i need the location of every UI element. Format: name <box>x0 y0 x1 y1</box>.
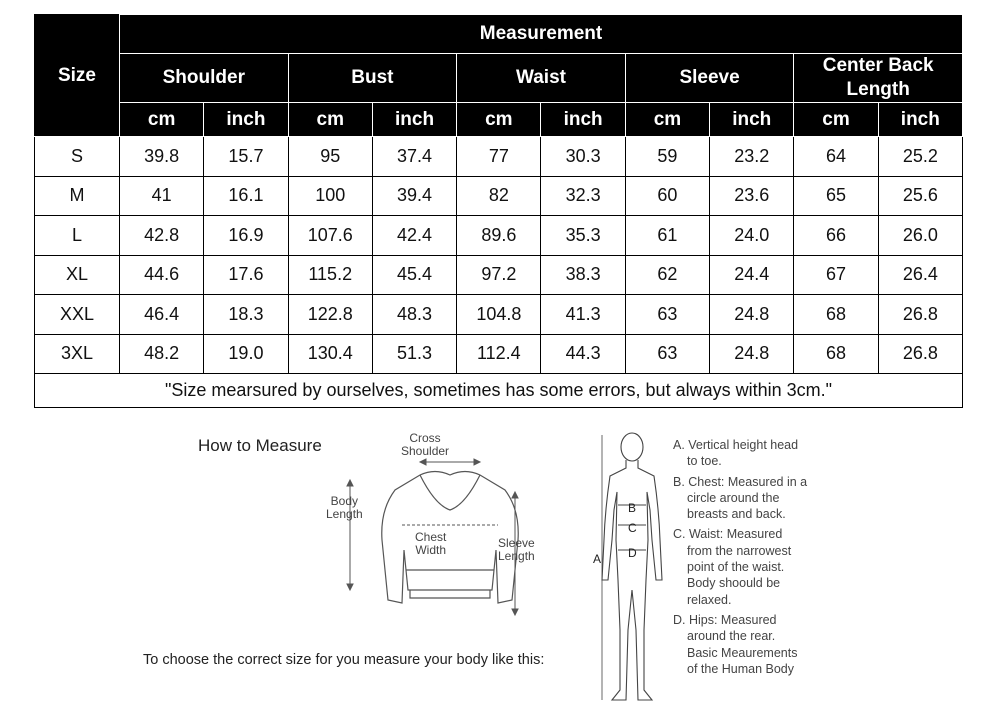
legend-line: D. Hips: Measured <box>673 612 777 627</box>
legend-line: C. Waist: Measured <box>673 527 783 542</box>
measurement-cell: 77 <box>457 137 541 177</box>
measurement-cell: 61 <box>625 216 709 256</box>
measurement-cell: 97.2 <box>457 255 541 295</box>
measurement-cell: 67 <box>794 255 878 295</box>
measurement-cell: 68 <box>794 295 878 335</box>
measurement-cell: 89.6 <box>457 216 541 256</box>
unit-cm-header: cm <box>120 103 204 137</box>
shoulder-header: Shoulder <box>120 54 289 103</box>
size-header: Size <box>35 15 120 137</box>
legend-line: point of the waist. <box>687 560 785 575</box>
center-back-line-1: Center Back <box>822 55 934 76</box>
measurement-legend <box>673 437 833 681</box>
measurement-cell: 24.8 <box>710 295 794 335</box>
marker-d: D <box>628 546 637 560</box>
figure-head <box>621 433 643 461</box>
table-row <box>35 334 963 374</box>
center-back-length-header <box>794 54 963 103</box>
measurement-cell: 39.8 <box>120 137 204 177</box>
unit-inch-header: inch <box>878 103 962 137</box>
measurement-cell: 18.3 <box>204 295 288 335</box>
measurement-cell: 19.0 <box>204 334 288 374</box>
measurement-cell: 32.3 <box>541 176 625 216</box>
measurement-cell: 104.8 <box>457 295 541 335</box>
measurement-header: Measurement <box>120 15 963 54</box>
size-cell: XL <box>35 255 120 295</box>
legend-item <box>673 437 833 470</box>
measurement-cell: 112.4 <box>457 334 541 374</box>
cross-shoulder-label: Cross Shoulder <box>401 431 450 458</box>
measurement-cell: 82 <box>457 176 541 216</box>
measurement-cell: 41.3 <box>541 295 625 335</box>
legend-line: from the narrowest <box>687 543 792 558</box>
measurement-cell: 60 <box>625 176 709 216</box>
legend-line: circle around the <box>687 490 780 505</box>
measurement-cell: 17.6 <box>204 255 288 295</box>
measurement-cell: 115.2 <box>288 255 372 295</box>
unit-cm-header: cm <box>288 103 372 137</box>
human-figure-diagram <box>590 430 680 715</box>
measurement-cell: 46.4 <box>120 295 204 335</box>
measurement-cell: 65 <box>794 176 878 216</box>
size-cell: XXL <box>35 295 120 335</box>
measurement-cell: 44.3 <box>541 334 625 374</box>
measurement-cell: 15.7 <box>204 137 288 177</box>
measurement-cell: 44.6 <box>120 255 204 295</box>
table-row <box>35 176 963 216</box>
sleeve-length-label: Sleeve Length <box>498 536 535 563</box>
size-cell: S <box>35 137 120 177</box>
measurement-cell: 23.6 <box>710 176 794 216</box>
size-rows <box>35 137 963 374</box>
legend-line: relaxed. <box>687 592 732 607</box>
measurement-cell: 122.8 <box>288 295 372 335</box>
unit-inch-header: inch <box>204 103 288 137</box>
measurement-cell: 64 <box>794 137 878 177</box>
sleeve-header: Sleeve <box>625 54 794 103</box>
unit-cm-header: cm <box>625 103 709 137</box>
center-back-line-2: Length <box>846 79 910 100</box>
measurement-cell: 26.4 <box>878 255 962 295</box>
table-footnote: "Size mearsured by ourselves, sometimes has some errors, but always within 3cm." <box>35 374 963 408</box>
legend-line: of the Human Body <box>687 661 795 676</box>
measurement-cell: 25.2 <box>878 137 962 177</box>
marker-a: A <box>593 552 602 566</box>
measurement-cell: 30.3 <box>541 137 625 177</box>
unit-inch-header: inch <box>541 103 625 137</box>
measurement-cell: 26.8 <box>878 295 962 335</box>
table-row <box>35 216 963 256</box>
table-row <box>35 137 963 177</box>
figure-outline <box>602 460 662 700</box>
size-chart-table <box>34 14 963 408</box>
measurement-cell: 16.1 <box>204 176 288 216</box>
measurement-cell: 95 <box>288 137 372 177</box>
table-row <box>35 255 963 295</box>
marker-b: B <box>628 501 637 515</box>
waist-header: Waist <box>457 54 626 103</box>
legend-item <box>673 612 833 677</box>
measurement-cell: 24.4 <box>710 255 794 295</box>
measurement-cell: 26.0 <box>878 216 962 256</box>
measurement-cell: 59 <box>625 137 709 177</box>
measurement-cell: 48.3 <box>372 295 456 335</box>
legend-line: breasts and back. <box>687 507 786 522</box>
bust-header: Bust <box>288 54 457 103</box>
legend-line: Basic Meaurements <box>687 645 798 660</box>
legend-line: to toe. <box>687 454 722 469</box>
measurement-cell: 42.8 <box>120 216 204 256</box>
measurement-cell: 63 <box>625 334 709 374</box>
legend-line: around the rear. <box>687 629 776 644</box>
marker-c: C <box>628 521 637 535</box>
measurement-cell: 24.8 <box>710 334 794 374</box>
unit-inch-header: inch <box>710 103 794 137</box>
legend-line: A. Vertical height head <box>673 438 799 452</box>
table-row <box>35 295 963 335</box>
measurement-cell: 100 <box>288 176 372 216</box>
unit-cm-header: cm <box>794 103 878 137</box>
measurement-cell: 66 <box>794 216 878 256</box>
legend-line: Body shoould be <box>687 576 781 591</box>
measurement-cell: 51.3 <box>372 334 456 374</box>
how-to-measure-title: How to Measure <box>198 436 322 455</box>
legend-line: B. Chest: Measured in a <box>673 474 808 489</box>
unit-cm-header: cm <box>457 103 541 137</box>
garment-neckline <box>420 475 480 510</box>
chest-width-label: Chest Width <box>415 530 447 557</box>
measurement-cell: 45.4 <box>372 255 456 295</box>
measurement-cell: 63 <box>625 295 709 335</box>
measurement-cell: 25.6 <box>878 176 962 216</box>
legend-item <box>673 474 833 523</box>
measurement-cell: 107.6 <box>288 216 372 256</box>
measurement-cell: 41 <box>120 176 204 216</box>
size-cell: 3XL <box>35 334 120 374</box>
measurement-cell: 39.4 <box>372 176 456 216</box>
size-cell: L <box>35 216 120 256</box>
measurement-cell: 16.9 <box>204 216 288 256</box>
garment-diagram <box>320 440 580 640</box>
choose-size-instruction: To choose the correct size for you measure your body like this: <box>143 652 545 668</box>
measurement-cell: 68 <box>794 334 878 374</box>
measurement-cell: 38.3 <box>541 255 625 295</box>
measurement-cell: 37.4 <box>372 137 456 177</box>
body-length-label: Body Length <box>326 494 363 521</box>
measurement-cell: 130.4 <box>288 334 372 374</box>
legend-item <box>673 526 833 607</box>
measurement-cell: 23.2 <box>710 137 794 177</box>
size-cell: M <box>35 176 120 216</box>
measurement-cell: 42.4 <box>372 216 456 256</box>
measurement-cell: 48.2 <box>120 334 204 374</box>
measurement-cell: 26.8 <box>878 334 962 374</box>
measurement-cell: 24.0 <box>710 216 794 256</box>
measurement-cell: 62 <box>625 255 709 295</box>
measurement-cell: 35.3 <box>541 216 625 256</box>
unit-inch-header: inch <box>372 103 456 137</box>
